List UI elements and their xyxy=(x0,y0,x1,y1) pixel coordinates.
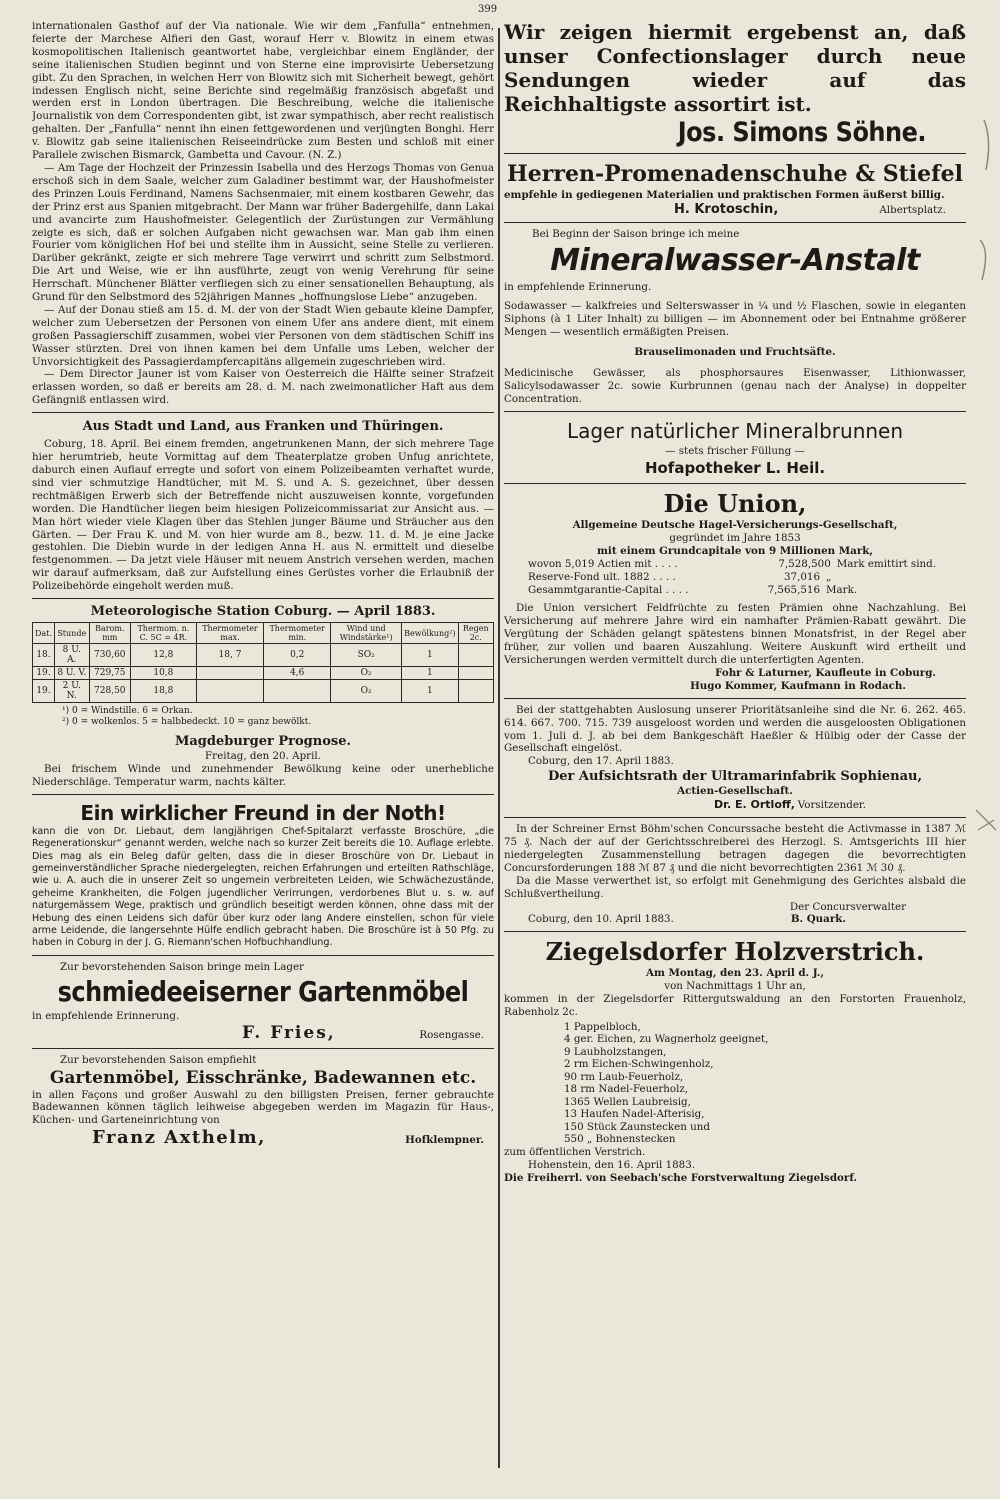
heil-ad-name: Hofapotheker L. Heil. xyxy=(644,458,826,477)
weather-header-cell: Stunde xyxy=(54,623,89,644)
list-item: 9 Laubholzstangen, xyxy=(564,1045,667,1058)
fries-ad-place: Rosengasse. xyxy=(419,1028,484,1041)
weather-header-cell: Wind und Windstärke¹) xyxy=(331,623,402,644)
table-row xyxy=(528,584,936,597)
weather-cell xyxy=(458,644,493,667)
weather-cell: 19. xyxy=(33,667,55,680)
table-row xyxy=(528,571,936,584)
weather-cell: 12,8 xyxy=(131,644,197,667)
union-agent: Fohr & Laturner, Kaufleute in Coburg. xyxy=(715,666,936,679)
weather-header-cell: Regen 2c. xyxy=(458,623,493,644)
simons-ad-name: Jos. Simons Söhne. xyxy=(677,116,926,148)
table-row xyxy=(33,680,494,703)
holz-ad-text: kommen in der Ziegelsdorfer Rittergutswaldung an den Forstorten Frauenholz, Rabenholz 2c. xyxy=(504,993,966,1019)
weather-cell: 10,8 xyxy=(131,667,197,680)
weather-header-cell: Thermometer min. xyxy=(264,623,331,644)
weather-cell xyxy=(458,680,493,703)
weather-note: ¹) 0 = Windstille. 6 = Orkan. xyxy=(62,706,193,717)
mineral-ad-intro: Bei Beginn der Saison bringe ich meine xyxy=(532,227,740,240)
heil-ad-title: Lager natürlicher Mineralbrunnen xyxy=(566,419,904,444)
weather-cell: 8 U. A. xyxy=(54,644,89,667)
weather-cell: 18,8 xyxy=(131,680,197,703)
divider xyxy=(32,412,494,413)
divider xyxy=(32,794,494,795)
table-row xyxy=(528,558,936,571)
article-coburg-news: Coburg, 18. April. Bei einem fremden, angetrunkenen Mann, der sich mehrere Tage hier herumtrieb, heute Vormittag auf dem Theaterplatze groben Unfug anrichtete, daburch einen Auflauf erregte und sofort von einem Polizeibeamten verhaftet wurde, sind vier schmutzige Handtücher, mit M. S. und A. S. gezeichnet, über dessen rechtmäßigen Erwerb sich der Betreffende nicht auszuweisen konnte, vorgefunden worden. Die Handtücher liegen beim hiesigen Polizeicommissariat zur Ansicht aus. — Man hört wieder viele Klagen über das Stehlen junger Bäume und Sträucher aus den Gärten. — Der Frau K. und M. von hier wurde am 8., bezw. 11. d. M. je eine Jacke gestohlen. Die Diebin wurde in der ledigen Anna H. aus N. ermittelt und dieselbe festgenommen. — Da jetzt viele Häuser mit neuem Anstrich versehen werden, machen wir darauf aufmerksam, daß zur Aufstellung eines Gerüstes vorher die Erlaubniß der Polizeibehörde eingeholt werden muß. xyxy=(32,438,494,593)
holz-ad-outro: zum öffentlichen Verstrich. xyxy=(504,1145,646,1158)
ultramarin-ad-name: Dr. E. Ortloff, xyxy=(714,798,795,812)
page-number: 399 xyxy=(478,4,498,15)
holz-ad-signature: Die Freiherrl. von Seebach'sche Forstverwaltung Ziegelsdorf. xyxy=(504,1171,857,1184)
column-divider xyxy=(498,28,500,1468)
weather-header-cell: Thermometer max. xyxy=(196,623,264,644)
concurs-ad-date: Coburg, den 10. April 1883. xyxy=(528,913,674,926)
union-row-value: 7,565,516 xyxy=(767,583,820,596)
divider xyxy=(504,222,966,223)
list-item: 2 rm Eichen-Schwingenholz, xyxy=(564,1058,714,1071)
weather-cell: O₂ xyxy=(331,667,402,680)
union-ad-capital: mit einem Grundcapitale von 9 Millionen Mark, xyxy=(597,544,873,557)
axthelm-ad-role: Hofklempner. xyxy=(405,1134,484,1147)
holz-ad-date: Am Montag, den 23. April d. J., xyxy=(646,967,824,980)
weather-cell: 729,75 xyxy=(89,667,130,680)
union-row-unit: Mark. xyxy=(826,583,858,596)
ultramarin-ad-signature xyxy=(504,798,966,812)
weather-cell: 1 xyxy=(402,667,458,680)
weather-cell xyxy=(196,680,264,703)
axthelm-ad-name: Franz Axthelm, xyxy=(92,1127,266,1149)
article-blowitz: internationalen Gasthof auf der Via nationale. Wie wir dem „Fanfulla“ entnehmen, feierte der Marchese Alfieri den Gast, worauf Herr v. Blowitz in einem etwas kosmopolitischen Italienisch geantwortet habe, vergleichbar einem Engländer, der seine italienischen Studien beginnt und von Sterne eine improvisirte Uebersetzung gibt. Zu den Sprachen, in welchen Herr von Blowitz sich mit Sicherheit bewegt, gehört indessen Englisch nicht, seine Berichte sind regelmäßig französisch abgefaßt und werden erst in London übertragen. Die Beschreibung, welche die italienische Journalistik von dem Correspondenten gibt, ist zwar sympathisch, aber recht realistisch gehalten. Der „Fanfulla“ nennt ihn einen fettgewordenen und verjüngten Bonghi. Herr v. Blowitz gab seine italienischen Reiseeindrücke zum Besten und schloß mit einer Parallele zwischen Bismarck, Gambetta und Cavour. (N. Z.) xyxy=(32,20,494,162)
krotoschin-ad-name: H. Krotoschin, xyxy=(674,201,779,217)
weather-table-header xyxy=(33,623,494,644)
list-item: 1 Pappelbloch, xyxy=(564,1020,641,1033)
holz-ad-title: Ziegelsdorfer Holzverstrich. xyxy=(545,937,925,967)
table-row xyxy=(33,667,494,680)
prognose-title: Magdeburger Prognose. xyxy=(174,734,351,750)
weather-cell: 19. xyxy=(33,680,55,703)
divider xyxy=(504,153,966,154)
union-capital-table xyxy=(504,558,966,597)
axthelm-ad-signature xyxy=(32,1127,494,1148)
weather-title: Meteorologische Station Coburg. — April 1883. xyxy=(90,604,436,620)
ultramarin-ad-date: Coburg, den 17. April 1883. xyxy=(528,755,674,768)
union-agent: Hugo Kommer, Kaufmann in Rodach. xyxy=(690,679,906,692)
weather-header-cell: Thermom. n. C. 5C = 4R. xyxy=(131,623,197,644)
weather-cell: 1 xyxy=(402,680,458,703)
fries-ad-signature xyxy=(32,1023,494,1043)
heil-ad-sub: — stets frischer Füllung — xyxy=(665,445,805,458)
weather-table xyxy=(32,622,494,703)
divider xyxy=(32,598,494,599)
weather-cell: 18, 7 xyxy=(196,644,264,667)
list-item: 18 rm Nadel-Feuerholz, xyxy=(564,1083,689,1096)
prognose-text: Bei frischem Winde und zunehmender Bewölkung keine oder unerhebliche Niederschläge. Temperatur warm, nachts kälter. xyxy=(32,762,494,788)
friend-ad-text: kann die von Dr. Liebaut, dem langjährigen Chef-Spitalarzt verfasste Broschüre, „die Regenerationskur“ genannt werden, welche nach so kurzer Zeit bereits die 10. Auflage erlebte. Dies mag als ein Beleg dafür gelten, dass die in dieser Broschüre von Dr. Liebaut in gemeinverständlicher Sprache niedergelegten, reichen Erfahrungen und erteilten Rathschläge, wie u. A. auch die in unserer Zeit so ungemein verbreiteten Leiden, wie Schwächezustände, geheime Krankheiten, die Folgen jugendlicher Verirrungen, verdorbenes Blut u. s. w. auf naturgemässem Wege, praktisch und gründlich beseitigt werden können, ohne dass mit der Hebung des einen Leidens sich dafür über kurz oder lang Andere einstellen, schon für viele arme Leidende, die langersehnte Hülfe endlich gebracht haben. Die Broschüre ist à 50 Pfg. zu haben in Coburg in der J. G. Riemann'schen Hofbuchhandlung. xyxy=(32,825,494,949)
fries-ad-sub: in empfehlende Erinnerung. xyxy=(32,1009,180,1022)
ultramarin-ad-title: Der Aufsichtsrath der Ultramarinfabrik Sophienau, xyxy=(547,769,923,785)
union-row-value: 7,528,500 xyxy=(778,557,831,570)
weather-cell: SO₂ xyxy=(331,644,402,667)
divider xyxy=(504,817,966,818)
prognose-date: Freitag, den 20. April. xyxy=(205,750,321,763)
holz-ad-place-date: Hohenstein, den 16. April 1883. xyxy=(528,1158,696,1171)
list-item: 1365 Wellen Laubreisig, xyxy=(564,1095,691,1108)
simons-ad-text: Wir zeigen hiermit ergebenst an, daß unser Confectionslager durch neue Sendungen wieder auf das Reichhaltigste assortirt ist. xyxy=(504,20,966,116)
divider xyxy=(504,411,966,412)
concurs-ad-text: In der Schreiner Ernst Böhm'schen Concurssache besteht die Activmasse in 1387 ℳ 75 ₰. Nach der auf der Gerichtsschreiberei des Herzogl. S. Amtsgerichts III hier niedergelegten Zusammenstellung betragen dagegen die bevorrechtigten Concursforderungen 188 ℳ 87 ₰ und die nicht bevorrechtigten 2361 ℳ 30 ₰. xyxy=(504,823,966,874)
union-row-label: Reserve-Fond ult. 1882 . . . . xyxy=(528,570,676,583)
concurs-ad-signature xyxy=(504,913,966,926)
union-ad-sub: Allgemeine Deutsche Hagel-Versicherungs-Gesellschaft, xyxy=(572,518,898,531)
union-row-label: wovon 5,019 Actien mit . . . . xyxy=(528,557,678,570)
list-item: 150 Stück Zaunstecken und xyxy=(564,1120,710,1133)
divider xyxy=(32,955,494,956)
list-item: 13 Haufen Nadel-Afterisig, xyxy=(564,1108,705,1121)
friend-ad-title: Ein wirklicher Freund in der Noth! xyxy=(80,800,446,825)
divider xyxy=(504,931,966,932)
weather-note: ²) 0 = wolkenlos. 5 = halbbedeckt. 10 = ganz bewölkt. xyxy=(62,717,312,728)
weather-cell: 18. xyxy=(33,644,55,667)
weather-cell xyxy=(196,667,264,680)
holz-item-list xyxy=(504,1021,966,1146)
list-item: 90 rm Laub-Feuerholz, xyxy=(564,1070,684,1083)
union-row-unit: „ xyxy=(826,570,832,583)
krotoschin-ad-title: Herren-Promenadenschuhe & Stiefel xyxy=(507,161,963,187)
union-ad-title: Die Union, xyxy=(663,488,807,518)
krotoschin-ad-place: Albertsplatz. xyxy=(879,203,946,216)
weather-cell: 730,60 xyxy=(89,644,130,667)
krotoschin-ad-signature xyxy=(504,202,966,217)
union-ad-founded: gegründet im Jahre 1853 xyxy=(669,531,801,544)
axthelm-ad-title: Gartenmöbel, Eisschränke, Badewannen etc. xyxy=(49,1067,477,1088)
mineral-ad-p3: Medicinische Gewässer, als phosphorsaures Eisenwasser, Lithionwasser, Salicylsodawasser 2c. sowie Kurbrunnen (genau nach der Analyse) in doppelter Concentration. xyxy=(504,367,966,406)
union-row-label: Gesammtgarantie-Capital . . . . xyxy=(528,583,689,596)
ultramarin-ad-role: Vorsitzender. xyxy=(797,799,866,812)
weather-header-cell: Dat. xyxy=(33,623,55,644)
union-row-unit: Mark emittirt sind. xyxy=(836,557,936,570)
article-jauner: — Dem Director Jauner ist vom Kaiser von Oesterreich die Hälfte seiner Strafzeit erlassen worden, so daß er bereits am 28. d. M. nach zweimonatlicher Haft aus dem Gefängniß entlassen wird. xyxy=(32,368,494,407)
mineral-ad-title: Mineralwasser-Anstalt xyxy=(550,242,920,278)
ultramarin-ad-sub: Actien-Gesellschaft. xyxy=(677,785,793,798)
union-ad-text: Die Union versichert Feldfrüchte zu festen Prämien ohne Nachzahlung. Bei Versicherung auf mehrere Jahre wird ein namhafter Prämien-Rabatt gewährt. Die Vergütung der Schäden gelangt spätestens binnen Monatsfrist, in der Regel aber früher, zur vollen und baaren Auszahlung. Weitere Auskunft wird ertheilt und Versicherungen werden vermittelt durch die unterfertigten Agenten. xyxy=(504,602,966,667)
mineral-ad-p1: Sodawasser — kalkfreies und Selterswasser in ¼ und ½ Flaschen, sowie in eleganten Siphons (à 1 Liter Inhalt) zu billigen — im Abonnement oder bei Entnahme größerer Mengen — wesentlich ermäßigten Preisen. xyxy=(504,299,966,338)
weather-cell: 1 xyxy=(402,644,458,667)
list-item: 550 „ Bohnenstecken xyxy=(564,1133,676,1146)
right-column xyxy=(504,20,966,1490)
section-title-local: Aus Stadt und Land, aus Franken und Thüringen. xyxy=(82,419,444,435)
holz-ad-time: von Nachmittags 1 Uhr an, xyxy=(664,980,806,993)
weather-cell: 728,50 xyxy=(89,680,130,703)
mineral-ad-p2: Brauselimonaden und Fruchtsäfte. xyxy=(634,346,836,359)
weather-cell xyxy=(264,680,331,703)
weather-cell: 2 U. N. xyxy=(54,680,89,703)
axthelm-ad-text: in allen Façons und großer Auswahl zu den billigsten Preisen, ferner gebrauchte Badewannen können täglich leihweise abgegeben werden im Magazin für Haus-, Küchen- und Garteneinrichtung von xyxy=(32,1088,494,1127)
article-sachsenmaier: — Am Tage der Hochzeit der Prinzessin Isabella und des Herzogs Thomas von Genua erschoß sich in dem Saale, welcher zum Galadiner bestimmt war, der Haushofmeister des Prinzen Louis Ferdinand, Namens Sachsenmaier, mit einem kostbaren Gewehr, das der Prinz erst aus Spanien mitgebracht. Der Mann war früher Badergehilfe, dann Lakai und avancirte zum Haushofmeister. Gelegentlich der Zurüstungen zur Vermählung zeigte es sich, daß er solchen Aufgaben nicht gewachsen war. Man gab ihm einen Fourier vom königlichen Hof bei und stellte ihm in Aussicht, seine Stelle zu verlieren. Darüber gekränkt, zeigte er sich mehrere Tage verwirrt und schritt zum Selbstmord. Die Art und Weise, wie er ihn ausführte, zeugt von wenig Verehrung für seine Herrschaft. Münchener Blätter verfliegen sich zu einer sensationellen Behauptung, als Grund für den Selbstmord des 52jährigen Mannes „hoffnungslose Liebe“ anzugeben. xyxy=(32,161,494,304)
table-row xyxy=(33,644,494,667)
ultramarin-ad-text: Bei der stattgehabten Auslosung unserer Prioritätsanleihe sind die Nr. 6. 262. 465. 614. 667. 700. 715. 739 ausgeloost worden und werden die ausgeloosten Obligationen vom 1. Juli d. J. ab bei dem Bankgeschäft Haeßler & Hülbig oder der Casse der Gesellschaft eingelöst. xyxy=(504,703,966,755)
article-donau: — Auf der Donau stieß am 15. d. M. der von der Stadt Wien gebaute kleine Dampfer, welcher zum Uebersetzen der Personen von einem Ufer ans andere dient, mit einem großen Passagierschiff zusammen, wobei vier Personen von dem städtischen Schiff ins Wasser stürzten. Drei von ihnen kamen bei dem Unfalle ums Leben, welcher der Unvorsichtigkeit des Passagierdampfercapitäns allgemein zugeschrieben wird. xyxy=(32,303,494,368)
weather-cell: 0,2 xyxy=(264,644,331,667)
divider xyxy=(32,1048,494,1049)
axthelm-ad-intro: Zur bevorstehenden Saison empfiehlt xyxy=(60,1053,257,1066)
weather-header-cell: Bewölkung²) xyxy=(402,623,458,644)
divider xyxy=(504,698,966,699)
krotoschin-ad-text: empfehle in gediegenen Materialien und praktischen Formen äußerst billig. xyxy=(504,189,945,201)
weather-cell: 4,6 xyxy=(264,667,331,680)
list-item: 4 ger. Eichen, zu Wagnerholz geeignet, xyxy=(564,1033,769,1046)
weather-cell: O₂ xyxy=(331,680,402,703)
weather-cell xyxy=(458,667,493,680)
fries-ad-name: F. Fries, xyxy=(242,1022,336,1043)
weather-cell: 8 U. V. xyxy=(54,667,89,680)
concurs-ad-name: B. Quark. xyxy=(790,913,846,926)
scan-edge-marks xyxy=(966,0,1000,1499)
union-row-value: 37,016 xyxy=(783,570,820,583)
divider xyxy=(504,483,966,484)
fries-ad-title: schmiedeeiserner Gartenmöbel xyxy=(57,975,469,1008)
concurs-ad-text2: Da die Masse verwerthet ist, so erfolgt mit Genehmigung des Gerichtes alsbald die Schlußvertheilung. xyxy=(504,874,966,900)
weather-header-cell: Barom. mm xyxy=(89,623,130,644)
concurs-ad-role: Der Concursverwalter xyxy=(789,900,906,913)
mineral-ad-sub: in empfehlende Erinnerung. xyxy=(504,280,652,293)
left-column xyxy=(32,20,494,1490)
fries-ad-intro: Zur bevorstehenden Saison bringe mein Lager xyxy=(60,960,304,973)
